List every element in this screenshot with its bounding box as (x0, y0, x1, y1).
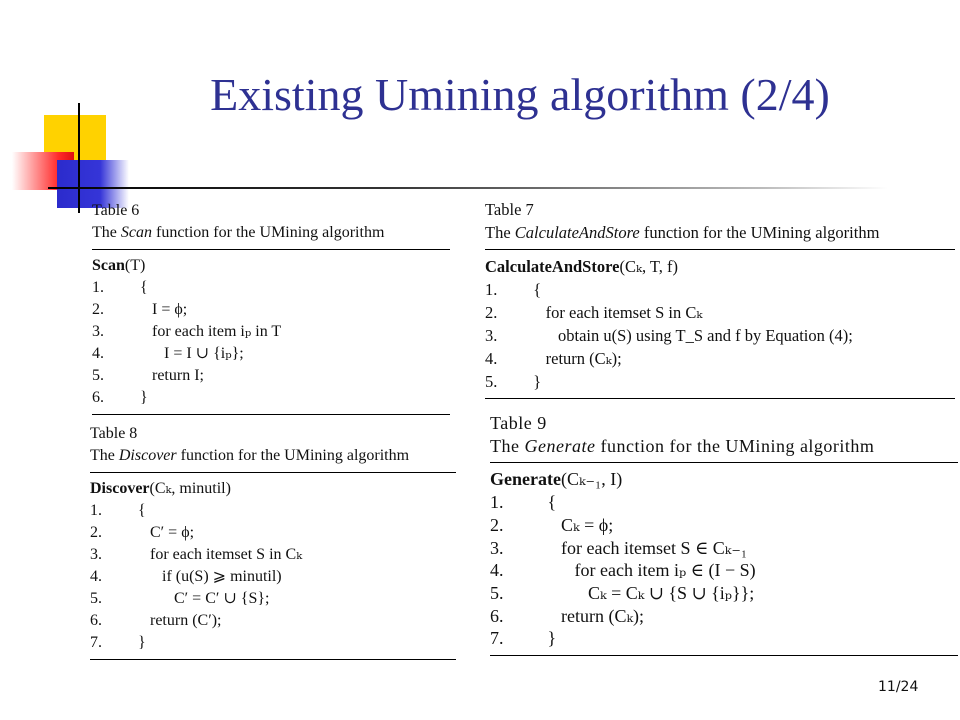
function-signature: Generate(Cₖ₋₁, I) (490, 469, 623, 490)
line-number: 5. (90, 590, 102, 607)
table-rule (90, 472, 456, 473)
table-rule (485, 249, 955, 250)
code-line (90, 588, 456, 610)
code-line (92, 299, 450, 321)
code-text: } (126, 634, 146, 651)
code-text: I = I ∪ {iₚ}; (128, 345, 244, 362)
function-signature: Discover(Cₖ, minutil) (90, 480, 231, 497)
code-line (92, 387, 450, 409)
line-number: 2. (92, 301, 104, 318)
line-number: 2. (90, 524, 102, 541)
line-number: 3. (490, 537, 504, 558)
line-number: 7. (490, 628, 504, 649)
code-line (490, 537, 958, 560)
line-number: 1. (485, 280, 498, 299)
code-text: } (525, 372, 542, 391)
function-signature: CalculateAndStore(Cₖ, T, f) (485, 257, 679, 276)
code-text: for each item iₚ ∈ (I − S) (534, 560, 756, 581)
code-text: Cₖ = Cₖ ∪ {S ∪ {iₚ}}; (534, 582, 755, 603)
code-line (490, 559, 958, 582)
code-line (490, 491, 958, 514)
code-line (490, 582, 958, 605)
code-text: Cₖ = ϕ; (534, 514, 614, 535)
line-number: 2. (485, 303, 498, 322)
table-rule (490, 655, 958, 656)
line-number: 1. (92, 279, 104, 296)
code-text: C′ = C′ ∪ {S}; (126, 590, 270, 607)
table-rule (485, 398, 955, 399)
code-text: { (126, 502, 146, 519)
code-line (92, 321, 450, 343)
line-number: 3. (90, 546, 102, 563)
code-text: for each itemset S in Cₖ (126, 546, 303, 563)
table-9-generate (490, 412, 958, 661)
line-number: 2. (490, 514, 504, 535)
code-line (92, 277, 450, 299)
code-text: for each itemset S ∈ Cₖ₋₁ (534, 537, 748, 558)
code-line (90, 544, 456, 566)
line-number: 3. (92, 323, 104, 340)
code-line (485, 301, 955, 324)
code-text: for each itemset S in Cₖ (525, 303, 703, 322)
table-caption: The CalculateAndStore function for the UMining algorithm (485, 223, 880, 242)
table-8-discover (90, 423, 456, 665)
code-line (485, 324, 955, 347)
code-line (92, 343, 450, 365)
code-line (90, 522, 456, 544)
code-text: { (534, 492, 557, 513)
page-number: 11/24 (878, 679, 919, 695)
line-number: 6. (92, 389, 104, 406)
code-line (90, 632, 456, 654)
code-text: C′ = ϕ; (126, 524, 195, 541)
table-rule (490, 462, 958, 463)
table-label: Table 7 (485, 200, 534, 219)
code-text: for each item iₚ in T (128, 323, 282, 340)
code-line (490, 627, 958, 650)
line-number: 1. (490, 492, 504, 513)
code-line (490, 605, 958, 628)
table-caption: The Discover function for the UMining algorithm (90, 447, 410, 464)
table-label: Table 9 (490, 413, 547, 433)
code-text: return (Cₖ); (534, 605, 645, 626)
code-text: { (128, 279, 148, 296)
line-number: 4. (485, 349, 498, 368)
line-number: 6. (490, 605, 504, 626)
function-signature: Scan(T) (92, 257, 146, 274)
code-line (92, 365, 450, 387)
table-rule (90, 659, 456, 660)
code-text: } (534, 628, 557, 649)
line-number: 5. (490, 582, 504, 603)
code-text: { (525, 280, 542, 299)
line-number: 4. (490, 560, 504, 581)
table-6-scan (92, 200, 450, 420)
code-text: I = ϕ; (128, 301, 188, 318)
table-rule (92, 414, 450, 415)
code-line (90, 610, 456, 632)
code-text: return (Cₖ); (525, 349, 622, 368)
line-number: 4. (92, 345, 104, 362)
code-line (490, 514, 958, 537)
line-number: 5. (92, 367, 104, 384)
decor-horizontal-line (48, 187, 888, 189)
table-label: Table 8 (90, 425, 138, 442)
code-text: if (u(S) ⩾ minutil) (126, 568, 282, 585)
table-rule (92, 249, 450, 250)
table-label: Table 6 (92, 202, 140, 219)
code-text: obtain u(S) using T_S and f by Equation (4); (525, 326, 853, 345)
line-number: 1. (90, 502, 102, 519)
code-text: return I; (128, 367, 204, 384)
table-caption: The Generate function for the UMining algorithm (490, 435, 875, 456)
code-text: } (128, 389, 148, 406)
code-line (90, 500, 456, 522)
line-number: 3. (485, 326, 498, 345)
code-line (485, 347, 955, 370)
code-line (485, 370, 955, 393)
code-text: return (C′); (126, 612, 222, 629)
line-number: 6. (90, 612, 102, 629)
line-number: 4. (90, 568, 102, 585)
code-line (90, 566, 456, 588)
line-number: 7. (90, 634, 102, 651)
decor-vertical-line (78, 103, 80, 213)
code-line (485, 278, 955, 301)
table-7-calculate-and-store (485, 198, 955, 404)
line-number: 5. (485, 372, 498, 391)
table-caption: The Scan function for the UMining algorithm (92, 224, 385, 241)
slide-title: Existing Umining algorithm (2/4) (210, 69, 830, 120)
